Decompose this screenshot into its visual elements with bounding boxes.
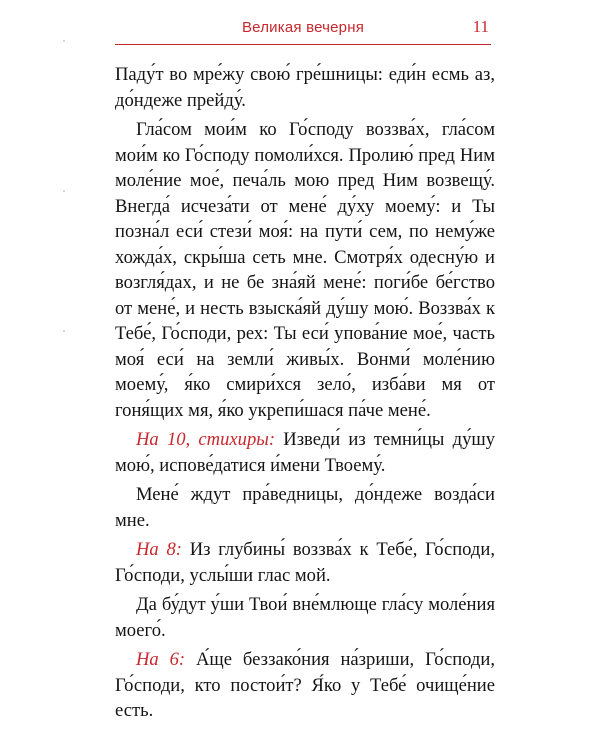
paragraph-text: Из глубины́ воззва́х к Тебе́, Го́споди, Го́споди, услы́ши глас мой. bbox=[115, 539, 495, 586]
body-text bbox=[115, 62, 495, 724]
scan-speck bbox=[63, 40, 65, 42]
page-number: 11 bbox=[472, 17, 489, 36]
paragraph bbox=[115, 537, 495, 588]
rubric-label: На 8: bbox=[136, 539, 182, 560]
paragraph-text: Гла́сом мои́м ко Го́споду воззва́х, гла́сом мои́м ко Го́споду помоли́хся. Пролию́ пред Ним моле́ние мое́, печа́ль мою пред Ним возвещу́. Внегда́ исчеза́ти от мене́ ду́ху моему́: и Ты позна́л еси́ стези́ моя́: на пути́ сем, по нему́же хожда́х, скры́ша сеть мне. Смотря́х одесну́ю и возгля́дах, и не бе зна́яй мене́: поги́бе бе́гство от мене́, и несть взыска́яй ду́шу мою́. Воззва́х к Тебе́, Го́споди, рех: Ты еси́ упова́ние мое́, часть моя́ еси́ на земли́ живы́х. Вонми́ моле́нию моему́, я́ко смири́хся зело́, изба́ви мя от гоня́щих мя, я́ко укрепи́шася па́че мене́. bbox=[115, 119, 495, 421]
paragraph-text: Да бу́дут у́ши Твои́ вне́млюще гла́су моле́ния моего́. bbox=[115, 594, 495, 641]
paragraph-text: Изведи́ из темни́цы ду́шу мою́, испове́датися и́мени Твоему́. bbox=[115, 429, 495, 476]
paragraph-text: Паду́т во мре́жу свою́ гре́шницы: еди́н есмь аз, до́ндеже прейду́. bbox=[115, 64, 495, 111]
paragraph bbox=[115, 647, 495, 724]
rubric-label: На 10, стихиры: bbox=[136, 429, 276, 450]
running-title: Великая вечерня bbox=[241, 19, 365, 36]
paragraph bbox=[115, 117, 495, 423]
page-header bbox=[115, 14, 491, 45]
paragraph-text: Мене́ ждут пра́ведницы, до́ндеже возда́си мне. bbox=[115, 484, 495, 531]
paragraph bbox=[115, 592, 495, 643]
paragraph bbox=[115, 427, 495, 478]
scan-speck bbox=[63, 190, 65, 192]
scan-speck bbox=[63, 330, 65, 332]
paragraph-text: А́ще беззако́ния на́зриши, Го́споди, Го́споди, кто постои́т? Я́ко у Тебе́ очище́ние есть. bbox=[115, 649, 495, 721]
rubric-label: На 6: bbox=[136, 649, 186, 670]
paragraph bbox=[115, 482, 495, 533]
paragraph bbox=[115, 62, 495, 113]
